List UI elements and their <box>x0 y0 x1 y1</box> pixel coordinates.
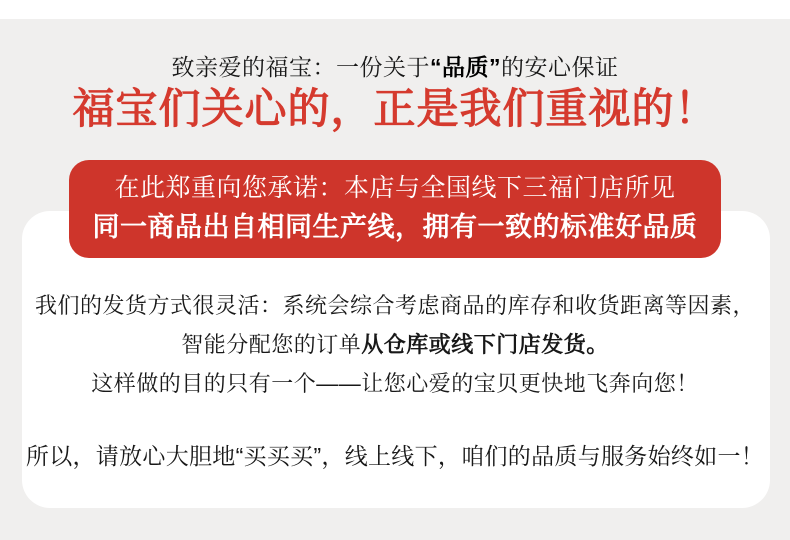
closing-line: 所以，请放心大胆地“买买买”，线上线下，咱们的品质与服务始终如一！ <box>25 443 765 469</box>
intro-line <box>0 55 790 80</box>
shipping-line2-prefix: 智能分配您的订单 <box>181 332 362 357</box>
promise-banner <box>69 160 721 258</box>
promise-line1: 在此郑重向您承诺：本店与全国线下三福门店所见 <box>114 174 676 203</box>
shipping-line1: 我们的发货方式很灵活：系统会综合考虑商品的库存和收货距离等因素， <box>34 293 755 318</box>
headline: 福宝们关心的，正是我们重视的！ <box>72 85 718 132</box>
shipping-info <box>0 286 790 403</box>
shipping-line3: 这样做的目的只有一个——让您心爱的宝贝更快地飞奔向您！ <box>91 371 699 396</box>
intro-prefix: 致亲爱的福宝：一份关于 <box>171 54 430 80</box>
shipping-line2-emphasis: 从仓库或线下门店发货。 <box>361 332 609 357</box>
intro-emphasis: “品质” <box>430 54 501 80</box>
intro-suffix: 的安心保证 <box>501 54 619 80</box>
promise-line2: 同一商品出自相同生产线，拥有一致的标准好品质 <box>92 211 698 242</box>
shipping-line2 <box>0 325 790 364</box>
